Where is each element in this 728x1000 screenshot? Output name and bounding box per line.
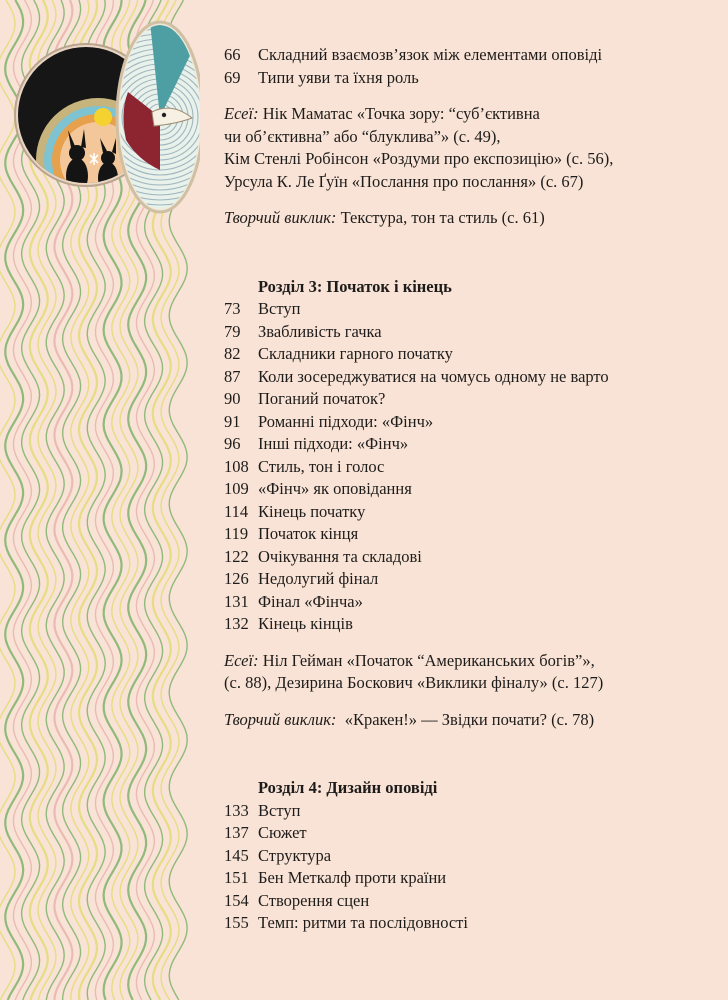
spacer — [224, 89, 714, 103]
decorative-margin-illustration — [0, 0, 200, 1000]
toc-entry-title: «Фінч» як оповідання — [258, 479, 412, 498]
toc-entry — [224, 298, 714, 321]
essays-paragraph — [224, 103, 714, 193]
toc-page-number: 73 — [224, 299, 241, 318]
toc-entry — [224, 867, 714, 890]
toc-entry — [224, 822, 714, 845]
toc-entry-title: Створення сцен — [258, 890, 370, 910]
toc-entry-title: Бен Меткалф проти країни — [258, 868, 447, 887]
section-spacer — [224, 230, 714, 276]
creative-challenge — [224, 709, 714, 732]
toc-entry-title: Темп: ритми та послідовності — [258, 913, 468, 932]
essays-label: Есеї: — [224, 104, 259, 123]
toc-page-number: 66 — [224, 45, 241, 64]
toc-entry — [224, 912, 714, 935]
section-spacer — [224, 731, 714, 777]
spacer — [224, 695, 714, 709]
toc-page-number: 137 — [224, 823, 249, 842]
challenge-text: Текстура, тон та стиль (с. 61) — [336, 208, 545, 227]
toc-entry-title: Очікування та складові — [258, 546, 422, 566]
toc-entry — [224, 44, 714, 67]
toc-entry-title: Кінець кінців — [258, 614, 353, 633]
toc-entry — [224, 591, 714, 614]
toc-entry-title: Початок кінця — [258, 524, 359, 543]
toc-entry — [224, 388, 714, 411]
toc-entry — [224, 411, 714, 434]
toc-entry — [224, 890, 714, 913]
toc-entry-title: Стиль, тон і голос — [258, 456, 385, 476]
toc-page-number: 90 — [224, 389, 241, 408]
toc-entry-title: Поганий початок? — [258, 389, 386, 408]
sun-icon — [94, 108, 112, 126]
toc-entry — [224, 613, 714, 636]
toc-entry-title: Складники гарного початку — [258, 344, 453, 363]
section-heading: Розділ 3: Початок і кінець — [258, 276, 452, 296]
toc-entry-title: Кінець початку — [258, 501, 366, 521]
toc-page-number: 133 — [224, 800, 249, 820]
toc-page-number: 145 — [224, 845, 249, 865]
toc-page-number: 131 — [224, 591, 249, 611]
toc-entry — [224, 546, 714, 569]
essays-line: Кім Стенлі Робінсон «Роздуми про експозицію» (с. 56), — [224, 149, 614, 168]
toc-entry-title: Сюжет — [258, 823, 307, 842]
creative-challenge — [224, 207, 714, 230]
toc-page-number: 114 — [224, 501, 249, 521]
toc-entry-title: Типи уяви та їхня роль — [258, 67, 419, 87]
toc-entry-title: Вступ — [258, 299, 301, 318]
toc-entry — [224, 523, 714, 546]
challenge-label: Творчий виклик: — [224, 208, 337, 227]
essays-line: (с. 88), Дезирина Боскович «Виклики фіналу» (с. 127) — [224, 673, 604, 692]
toc-entry — [224, 478, 714, 501]
toc-entry-title: Недолугий фінал — [258, 569, 379, 588]
toc-entry — [224, 366, 714, 389]
toc-entry — [224, 67, 714, 90]
challenge-text: «Кракен!» — Звідки почати? (с. 78) — [336, 709, 595, 729]
toc-entry — [224, 501, 714, 524]
spacer — [224, 636, 714, 650]
toc-entry-title: Звабливість гачка — [258, 321, 382, 341]
section-heading: Розділ 4: Дизайн оповіді — [258, 778, 438, 797]
toc-page-number: 122 — [224, 546, 249, 566]
toc-page-number: 119 — [224, 524, 249, 543]
toc-entry — [224, 343, 714, 366]
toc-entry — [224, 568, 714, 591]
table-of-contents — [224, 44, 714, 935]
toc-entry-title: Складний взаємозв’язок між елементами оповіді — [258, 45, 603, 64]
toc-page-number: 69 — [224, 67, 241, 87]
toc-page-number: 154 — [224, 890, 249, 910]
essays-paragraph — [224, 650, 714, 695]
toc-page-number: 96 — [224, 434, 241, 453]
toc-entry-title: Структура — [258, 845, 332, 865]
toc-entry — [224, 456, 714, 479]
toc-entry — [224, 433, 714, 456]
toc-entry — [224, 321, 714, 344]
toc-page-number: 109 — [224, 479, 249, 498]
toc-entry — [224, 800, 714, 823]
toc-page-number: 132 — [224, 614, 249, 633]
toc-entry-title: Вступ — [258, 800, 301, 820]
toc-entry-title: Коли зосереджуватися на чомусь одному не варто — [258, 366, 609, 386]
toc-entry-title: Фінал «Фінча» — [258, 591, 363, 611]
toc-entry-title: Інші підходи: «Фінч» — [258, 434, 409, 453]
toc-page-number: 82 — [224, 344, 241, 363]
toc-page-number: 79 — [224, 321, 241, 341]
spacer — [224, 193, 714, 207]
toc-page-number: 151 — [224, 868, 249, 887]
toc-page-number: 108 — [224, 456, 249, 476]
essays-line: Нік Маматас «Точка зору: “суб’єктивна — [258, 104, 540, 123]
essays-line: чи об’єктивна” або “блуклива”» (с. 49), — [224, 126, 501, 146]
toc-page-number: 87 — [224, 366, 241, 386]
essays-line: Урсула К. Ле Ґуїн «Послання про послання» (с. 67) — [224, 171, 584, 191]
toc-page-number: 126 — [224, 569, 249, 588]
challenge-label: Творчий виклик: — [224, 709, 337, 729]
essays-line: Ніл Гейман «Початок “Американських богів”», — [258, 650, 595, 670]
toc-page-number: 155 — [224, 913, 249, 932]
essays-label: Есеї: — [224, 650, 259, 670]
toc-page-number: 91 — [224, 411, 241, 431]
toc-entry-title: Романні підходи: «Фінч» — [258, 411, 434, 431]
toc-entry — [224, 845, 714, 868]
